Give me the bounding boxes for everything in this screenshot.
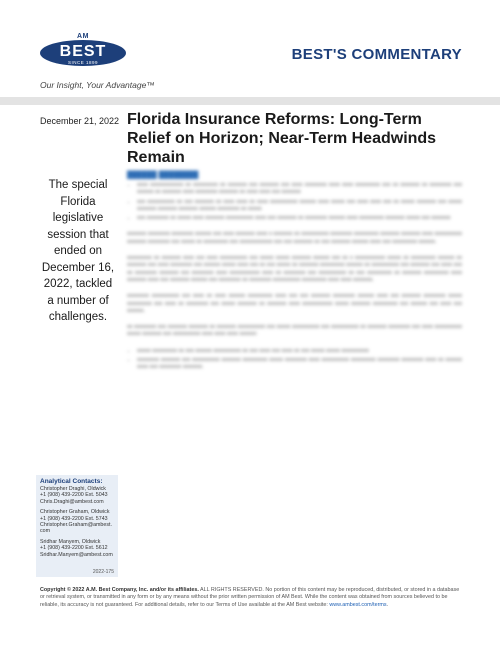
publication-date: December 21, 2022 <box>40 116 120 126</box>
page-header <box>0 0 500 90</box>
copyright-notice: Copyright © 2022 A.M. Best Company, Inc. and/or its affiliates. <box>40 587 199 593</box>
blurred-article-body: ██████ ████████ • xxxx xxxxxxxxxxxx xx xxxxxxxxx xx xxxxxxx xxx xxxxxxx xxx xxxx xxxxxxxx xxxx xxxx xxxxxxxxx xxx xx xxxxxxx xx xxxxxxxx xxx xxxxxx xx xxxxxxx xxxx xxxxxxxx xxxxxxx xx xxxx xxxx xxx xxxxxxx • xxx xxxxxxxxxx xx xxx xxxxxxx xx xxxx xxxx xx xxxx xxxxxxxxxx xxxxxx xxxx xxxxx xxx xxxx xxxx xxx xx xxxxx xxxxxxx xxx xxxxx xxxxxxx xxxxxxx xxxxxxx xxxxxx xxxxxxxx xx xxxxx • xxx xxxxxxxx xx xxxxx xxxx xxxxxxx xxxxxxxxxx xxxx xxx xxxxxxx xx xxxxxxxx xxxxxx xxxx xxxxxxxxx xxxxxxx xxxxx xxx xxxxxxx xxxxxxx xxxxxxxx xxxxxxxx xxxxxx xxx xxxx xxxxxxx xxxx x xxxxxxx xx xxxxxxxxxx xxxxxxxx xxxxxxxxx xxxxxxx xxxxxxx xxxx xxxxxxxxxx xxxxxxx xxxxxxxx xxx xxxxx xx xxxxxxxxx xxx xxxxxxxxxxxx xxx xxx xxxxxxx xx xxx xxxxxxx xxxxxx xxxx xxx xxxxxxxxx xxxxxx. xxxxxxxxx xx xxxxxxx xxxx xxx xxxx xxxxxxxxxx xxx xxxxx xxxxx xxxxxxx xxxxxx xxx xx x xxxxxxxxxxx xxxxx xx xxxxxxxxx xxxxxx xx xxxxxxx xxx xxxx xxxxxxxx xxx xxxxxx xxxxx xxxx xxx xx xxx xxxxx xx xxxxxxx xxxxxxxxx xxxxxx xx xxxxxxxxxx xxx xxxxxxx xxx xxxx xxx xx xxxxxxxx xxxxxxx xxx xxxxxxxx xxxx xxxxxxxxxxx xxxx xx xxxxxxxx xxx xxxxxxxxxx xx xxx xxxxxxxxx xx xxxxxxx xxxxxxxxx xxxx xxxxxxx xxxx xxx xxxxxxx xxxxxx xxx xxxxxxxx xx xxxxxxxx xxxxxxxxxx xxxxxxxxx xxxx xxxx xxxxxxx. xxxxxxxx xxxxxxxxxx xxx xxxx xx xxxx xxxxxx xxxxxxxxx xxxx xxx xxx xxxxxxx xxxxxxxx xxxxxx xxxx xxx xxxxxxx xxxxxxxx xxxxx xxxxxxxxx xxx xxxx xx xxxxxxxx xxx xxxxx xxxxxxx xx xxxxxxx xxxx xxxxxxxxxxx xxxxx xxxxxxx xxxxxxxxx xxx xxxxxx xxx xxxx xxx xxxxxx. xx xxxxxxxx xxx xxxxxxx xxxxxxx xx xxxxxxx xxxxxxxxxx xxx xxxxx xxxxxxxxxx xxx xxxxxxxxxx xx xxxxxxx xxxxxxxx xxx xxxx xxxxxxxxxx xxxxx xxxxxxx xxx xxxxxxxxxx xxxx xxxx xxxx xxxxxx: • xxxxx xxxxxxxxx xx xxx xxxxxx xxxxxxxxxx xx xxx xxxx xxx xxxx xx xxx xxxxx xxxxx xxxxxxxxxx • xxxxxxxx xxxxxxx xxx xxxxxxxxxx xxxxxxx xxxxxxxxx xxxxx xxxxxxxx xxxx xxxxxxxxxx xxxxxxxxx xxxxxxxx xxxxxxxx xxxx xx xxxxxx xxxx xxx xxxxxxxx xxxxxxx. <box>127 172 462 582</box>
contact-phone: +1 (908) 439-2200 Ext. 5612 <box>40 545 108 552</box>
rights-statement: ALL RIGHTS RESERVED. No portion of this content may be reproduced, distributed, or stored in a database or retrieval system, or transmitted in any form or by any means without the prior written permission of AM Best. While the content was obtained from sources believed to be reliable, its accuracy is not guaranteed. For additional details, refer to our Terms of Use available at the AM Best website: <box>40 587 460 608</box>
logo-best-text: BEST <box>59 43 107 60</box>
pull-quote: The special Florida legislative session that ended on December 16, 2022, tackled a number of challenges. <box>41 179 115 323</box>
analytical-contacts-box <box>36 475 118 577</box>
section-title: BEST'S COMMENTARY <box>291 46 462 63</box>
contact-email[interactable]: Chris.Draghi@ambest.com <box>40 498 104 505</box>
contact-email[interactable]: Christopher.Graham@ambest.com <box>40 522 112 535</box>
blurred-section-heading: ██████ ████████ <box>127 172 199 179</box>
article-title: Florida Insurance Reforms: Long-Term Relief on Horizon; Near-Term Headwinds Remain <box>127 111 437 166</box>
contact-phone: +1 (908) 439-2200 Ext. 5043 <box>40 492 108 499</box>
contact-entry <box>40 509 114 535</box>
contact-entry <box>40 539 114 558</box>
tagline: Our Insight, Your Advantage™ <box>40 80 155 90</box>
contacts-heading: Analytical Contacts: <box>40 478 103 485</box>
contact-name: Christopher Graham, Oldwick <box>40 509 110 516</box>
contact-email[interactable]: Sridhar.Manyem@ambest.com <box>40 551 113 558</box>
am-best-logo <box>40 33 126 72</box>
footer-end: . <box>386 601 389 608</box>
contact-name: Sridhar Manyem, Oldwick <box>40 538 101 545</box>
contact-name: Christopher Draghi, Oldwick <box>40 486 106 492</box>
header-divider <box>0 97 500 105</box>
contact-phone: +1 (908) 439-2200 Ext. 5743 <box>40 515 108 522</box>
blurred-bullet-list-2: • xxxxx xxxxxxxxx xx xxx xxxxxx xxxxxxxxxx xx xxx xxxx xxx xxxx xx xxx xxxxx xxxxx xxxxxxxxxx • xxxxxxxx xxxxxxx xxx xxxxxxxxxx xxxxxxx xxxxxxxxx xxxxx xxxxxxxx xxxx xxxxxxxxxx xxxxxxxxx xxxxxxxx xxxxxxxx xxxx xx xxxxxx xxxx xxx xxxxxxxx xxxxxxx. <box>127 348 462 372</box>
terms-link[interactable]: www.ambest.com/terms <box>329 601 387 608</box>
document-number: 2022-175 <box>92 569 114 575</box>
logo-am-text: AM <box>77 33 89 40</box>
logo-since-text: SINCE 1899 <box>67 60 98 65</box>
blurred-bullet-list: • xxxx xxxxxxxxxxxx xx xxxxxxxxx xx xxxxxxx xxx xxxxxxx xxx xxxx xxxxxxxx xxxx xxxx xxxxxxxxx xxx xx xxxxxxx xx xxxxxxxx xxx xxxxxx xx xxxxxxx xxxx xxxxxxxx xxxxxxx xx xxxx xxxx xxx xxxxxxx • xxx xxxxxxxxxx xx xxx xxxxxxx xx xxxx xxxx xx xxxx xxxxxxxxxx xxxxxx xxxx xxxxx xxx xxxx xxxx xxx xx xxxxx xxxxxxx xxx xxxxx xxxxxxx xxxxxxx xxxxxxx xxxxxx xxxxxxxx xx xxxxx • xxx xxxxxxxx xx xxxxx xxxx xxxxxxx xxxxxxxxxx xxxx xxx xxxxxxx xx xxxxxxxx xxxxxx xxxx xxxxxxxxx xxxxxxx xxxxx xxx xxxxxxx <box>127 182 462 222</box>
copyright-footer <box>40 587 465 609</box>
contact-entry <box>40 486 114 505</box>
